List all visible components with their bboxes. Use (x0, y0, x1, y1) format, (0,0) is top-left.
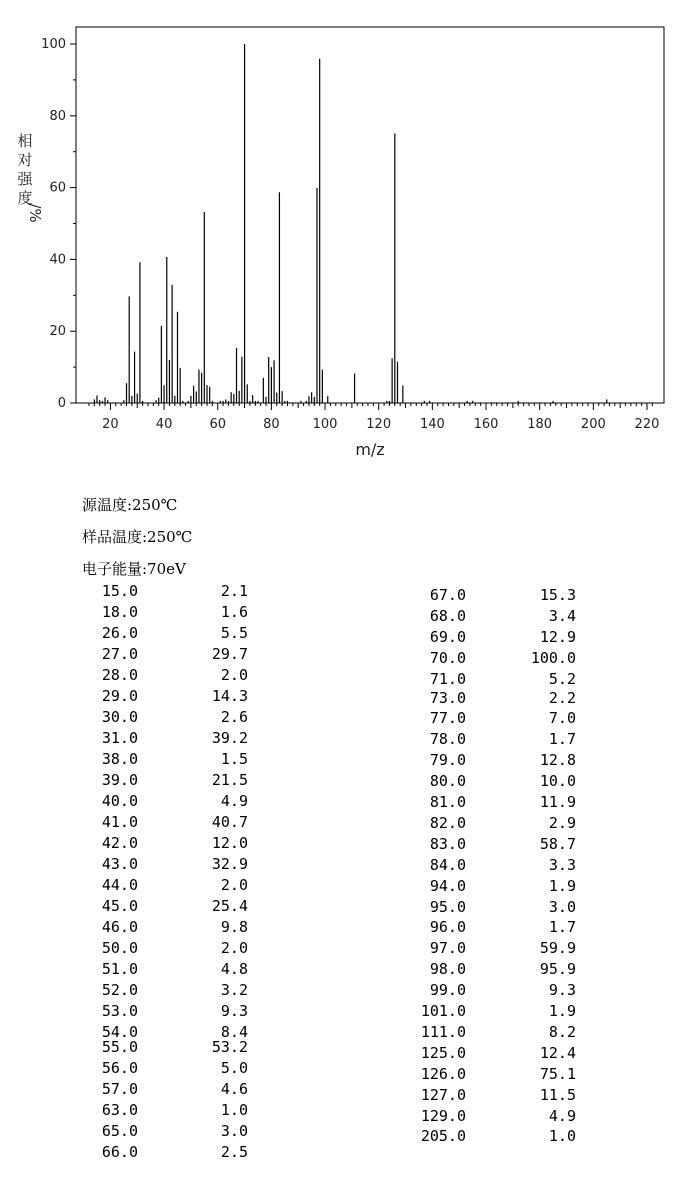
abundance-value: 9.3 (220, 1002, 248, 1020)
mz-value: 43.0 (101, 855, 138, 873)
mz-value: 80.0 (429, 772, 466, 791)
mz-value: 66.0 (101, 1143, 138, 1161)
mz-value: 38.0 (101, 750, 138, 768)
abundance-value: 2.0 (220, 666, 248, 684)
mz-value: 63.0 (101, 1101, 138, 1119)
abundance-value: 53.2 (211, 1038, 248, 1056)
mz-value: 29.0 (101, 687, 138, 705)
x-tick-label: 80 (263, 417, 280, 432)
mz-value: 15.0 (101, 582, 138, 600)
mz-value: 129.0 (420, 1106, 466, 1125)
mz-value: 57.0 (101, 1080, 138, 1098)
abundance-value: 5.5 (220, 624, 248, 642)
plot-frame (76, 27, 664, 403)
x-tick-label: 40 (155, 417, 173, 432)
abundance-value: 3.0 (548, 897, 576, 916)
abundance-value: 59.9 (539, 939, 576, 958)
mz-value: 127.0 (420, 1085, 466, 1104)
mz-value: 55.0 (101, 1038, 138, 1056)
abundance-value: 15.3 (539, 586, 576, 604)
x-tick-label: 20 (102, 417, 119, 432)
mz-value: 45.0 (101, 897, 138, 915)
mz-value: 40.0 (101, 792, 138, 810)
abundance-value: 2.5 (220, 1143, 248, 1161)
abundance-value: 12.9 (539, 627, 576, 646)
abundance-value: 40.7 (211, 813, 248, 831)
abundance-value: 9.3 (548, 981, 576, 1000)
mz-value: 81.0 (429, 793, 466, 811)
mz-value: 83.0 (429, 834, 466, 853)
abundance-value: 1.5 (220, 750, 248, 768)
x-tick-label: 200 (580, 417, 606, 432)
mz-value: 95.0 (429, 897, 466, 916)
source-temperature: 源温度:250℃ (82, 496, 178, 514)
sample-temperature: 样品温度:250℃ (82, 528, 193, 546)
mz-value: 84.0 (429, 855, 466, 874)
y-tick-label: 100 (41, 37, 66, 52)
abundance-value: 25.4 (211, 897, 248, 915)
abundance-value: 2.0 (220, 939, 248, 957)
mz-value: 46.0 (101, 918, 138, 936)
abundance-value: 75.1 (539, 1064, 576, 1083)
abundance-value: 3.0 (220, 1122, 248, 1140)
abundance-value: 39.2 (211, 729, 248, 747)
x-tick-label: 160 (473, 417, 499, 432)
mz-value: 99.0 (429, 981, 466, 1000)
x-tick-label: 140 (419, 417, 445, 432)
y-axis-title-char: 度 (17, 189, 33, 207)
abundance-value: 5.2 (548, 669, 576, 688)
abundance-value: 29.7 (211, 645, 248, 663)
y-tick-label: 60 (49, 180, 66, 196)
mz-value: 71.0 (429, 669, 466, 688)
x-tick-label: 100 (312, 417, 338, 432)
peak-table-left (0, 582, 300, 1172)
x-axis-title: m/z (355, 440, 385, 459)
mz-value: 111.0 (420, 1022, 466, 1041)
abundance-value: 1.6 (220, 603, 248, 621)
mass-spectrum-chart (0, 0, 687, 470)
mz-value: 77.0 (429, 709, 466, 728)
abundance-value: 1.9 (548, 876, 576, 895)
abundance-value: 1.7 (548, 918, 576, 937)
abundance-value: 4.9 (548, 1106, 576, 1125)
abundance-value: 1.0 (548, 1127, 576, 1146)
mz-value: 125.0 (420, 1043, 466, 1062)
mz-value: 30.0 (101, 708, 138, 726)
mz-value: 79.0 (429, 751, 466, 770)
y-axis-title-char: 对 (17, 151, 33, 169)
abundance-value: 1.9 (548, 1002, 576, 1020)
abundance-value: 12.4 (539, 1043, 576, 1062)
y-axis-title-unit: /% (26, 203, 44, 223)
mz-value: 70.0 (429, 648, 466, 667)
y-tick-label: 80 (49, 108, 66, 124)
abundance-value: 3.3 (548, 855, 576, 874)
x-tick-label: 180 (527, 417, 553, 432)
mz-value: 97.0 (429, 939, 466, 958)
abundance-value: 11.9 (539, 793, 576, 811)
abundance-value: 1.0 (220, 1101, 248, 1119)
abundance-value: 3.4 (548, 606, 576, 625)
abundance-value: 100.0 (530, 648, 576, 667)
x-tick-label: 220 (634, 417, 660, 432)
mz-value: 56.0 (101, 1059, 138, 1077)
abundance-value: 95.9 (539, 960, 576, 979)
mz-value: 53.0 (101, 1002, 138, 1020)
mz-value: 31.0 (101, 729, 138, 747)
mz-value: 205.0 (420, 1127, 466, 1146)
mz-value: 54.0 (101, 1023, 138, 1041)
abundance-value: 2.0 (220, 876, 248, 894)
y-axis-title-char: 相 (17, 132, 33, 150)
abundance-value: 4.9 (220, 792, 248, 810)
mz-value: 78.0 (429, 730, 466, 749)
abundance-value: 12.0 (211, 834, 248, 852)
abundance-value: 3.2 (220, 981, 248, 999)
mz-value: 65.0 (101, 1122, 138, 1140)
mz-value: 52.0 (101, 981, 138, 999)
x-tick-label: 120 (366, 417, 392, 432)
y-axis-title (17, 132, 44, 223)
y-tick-label: 20 (49, 324, 66, 340)
mz-value: 26.0 (101, 624, 138, 642)
abundance-value: 2.1 (220, 582, 248, 600)
mz-value: 50.0 (101, 939, 138, 957)
mz-value: 42.0 (101, 834, 138, 852)
abundance-value: 1.7 (548, 730, 576, 749)
y-axis-title-char: 强 (17, 170, 33, 188)
mz-value: 126.0 (420, 1064, 466, 1083)
abundance-value: 4.8 (220, 960, 248, 978)
abundance-value: 12.8 (539, 751, 576, 770)
y-tick-label: 0 (57, 396, 66, 411)
mz-value: 73.0 (429, 688, 466, 707)
mz-value: 51.0 (101, 960, 138, 978)
electron-energy: 电子能量:70eV (82, 560, 186, 578)
abundance-value: 14.3 (211, 687, 248, 705)
x-tick-label: 60 (209, 417, 227, 432)
y-tick-label: 40 (49, 252, 66, 268)
mz-value: 41.0 (101, 813, 138, 831)
mz-value: 44.0 (101, 876, 138, 894)
x-axis (89, 403, 659, 432)
abundance-value: 11.5 (539, 1085, 576, 1104)
mz-value: 18.0 (101, 603, 138, 621)
abundance-value: 4.6 (220, 1080, 248, 1098)
mz-value: 96.0 (429, 918, 466, 937)
abundance-value: 5.0 (220, 1059, 248, 1077)
mz-value: 28.0 (101, 666, 138, 684)
mz-value: 98.0 (429, 960, 466, 979)
abundance-value: 9.8 (220, 918, 248, 936)
mz-value: 69.0 (429, 627, 466, 646)
peak-table-right (330, 586, 650, 1166)
y-axis (41, 37, 76, 411)
abundance-value: 21.5 (211, 771, 248, 789)
abundance-value: 32.9 (211, 855, 248, 873)
abundance-value: 10.0 (539, 772, 576, 791)
abundance-value: 2.6 (220, 708, 248, 726)
abundance-value: 8.4 (220, 1023, 248, 1041)
abundance-value: 2.9 (548, 813, 576, 832)
mz-value: 68.0 (429, 606, 466, 625)
peak-bars (94, 44, 606, 403)
mz-value: 82.0 (429, 813, 466, 832)
mz-value: 27.0 (101, 645, 138, 663)
abundance-value: 7.0 (548, 709, 576, 728)
mz-value: 39.0 (101, 771, 138, 789)
mz-value: 101.0 (420, 1002, 466, 1020)
mz-value: 67.0 (429, 586, 466, 604)
mz-value: 94.0 (429, 876, 466, 895)
abundance-value: 2.2 (548, 688, 576, 707)
abundance-value: 8.2 (548, 1022, 576, 1041)
abundance-value: 58.7 (539, 834, 576, 853)
